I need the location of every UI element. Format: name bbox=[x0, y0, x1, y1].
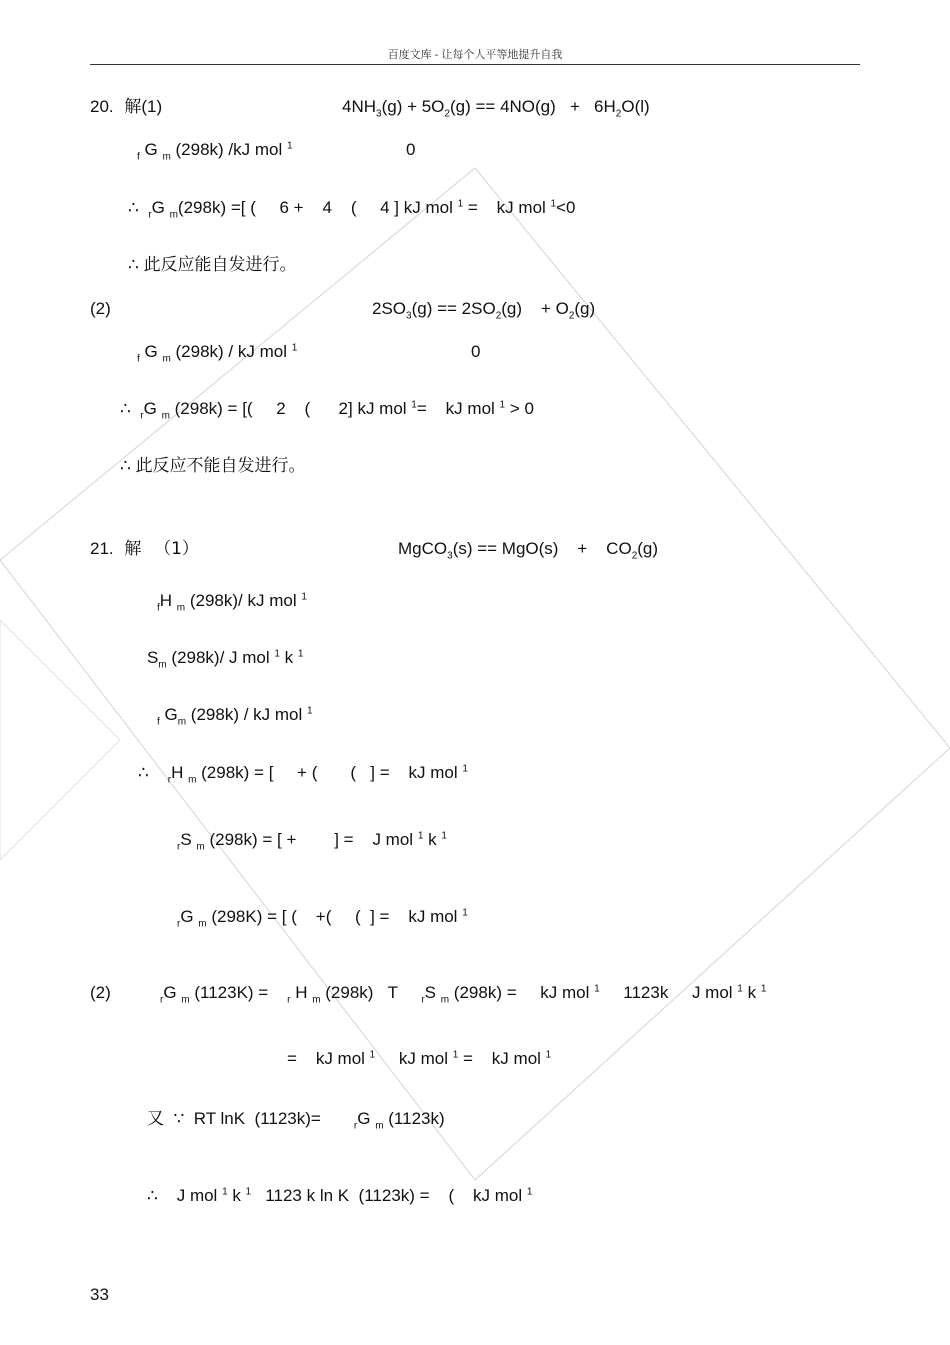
q20-conclusion-1: ∴ 此反应能自发进行。 bbox=[128, 255, 297, 275]
q21-part1-label: （1） bbox=[154, 539, 199, 559]
q21-dfH-label: $_f$H $_m$ (298k)/ kJ mol $^1$ bbox=[157, 591, 307, 614]
q21-heading bbox=[90, 540, 199, 558]
q20-zero-2: 0 bbox=[471, 342, 481, 361]
q20-dfG-label-1: $_f$ G $_m$ (298k) /kJ mol $^1$ bbox=[137, 140, 293, 163]
q21-lnk-calc: ∴ J mol $^1$ k $^1$ 1123 k ln K (1123k) = ( kJ mol $^1$ bbox=[147, 1186, 533, 1205]
q21-number: 21. bbox=[90, 539, 114, 558]
q20-zero-1: 0 bbox=[406, 140, 416, 159]
q20-jie: 解 bbox=[124, 97, 142, 117]
q20-conclusion-2: ∴ 此反应不能自发进行。 bbox=[120, 456, 306, 476]
q21-jie: 解 bbox=[124, 539, 142, 559]
q20-reaction1: $4NH_3(g) + 5O_2(g) == 4NO(g) + 6H_2O(l)$ bbox=[342, 97, 650, 120]
q20-reaction2: $2SO_3(g) == 2SO_2(g)$ + $O_2(g)$ bbox=[372, 299, 596, 322]
q20-number: 20. bbox=[90, 97, 114, 116]
q20-part1-label: (1) bbox=[141, 97, 163, 116]
q21-drG-1123-result: = kJ mol $^1$ kJ mol $^1$ = kJ mol $^1$ bbox=[287, 1049, 552, 1068]
q21-drG-1123-calc: $_r$G $_m$ (1123K) = $_r$ H $_m$ (298k) T $_r$S $_m$ (298k) = kJ mol $^1$ 1123k J mol $^1$ k $^1$ bbox=[160, 983, 767, 1006]
q20-heading bbox=[90, 98, 162, 116]
q20-part2-label: (2) bbox=[90, 299, 111, 318]
q21-drG-calc: $_r$G $_m$ (298K) = [ ( +( ( ] = kJ mol $^1$ bbox=[177, 907, 468, 930]
page-number: 33 bbox=[90, 1285, 109, 1304]
q21-drS-calc: $_r$S $_m$ (298k) = [ + ] = J mol $^1$ k $^1$ bbox=[177, 830, 447, 853]
q20-dfG-label-2: $_f$ G $_m$ (298k) / kJ mol $^1$ bbox=[137, 342, 298, 365]
q21-rtlnk-relation: 又 ∵ RT lnK (1123k)= $_r$G $_m$ (1123k) bbox=[147, 1109, 445, 1132]
q21-drH-calc: ∴ $_r$H $_m$ (298k) = [ + ( ( ] = kJ mol $^1$ bbox=[138, 763, 468, 786]
q21-reaction: MgCO$_3$(s) == MgO(s) + $CO_2(g)$ bbox=[398, 539, 659, 562]
q21-S-label: $S_m$ (298k)/ J mol $^1$ k $^1$ bbox=[147, 648, 304, 671]
q20-calc-2: ∴ $_r$G $_m$ (298k) = [( 2 ( 2] kJ mol $^1$= kJ mol $^1$ > 0 bbox=[120, 399, 534, 422]
q20-calc-1: ∴ $_r$G $_m$(298k) =[ ( 6 + 4 ( 4 ] kJ mol $^1$ = kJ mol $^1$<0 bbox=[128, 198, 576, 221]
page-header: 百度文库 - 让每个人平等地提升自我 bbox=[387, 49, 563, 61]
q21-part2-label: (2) bbox=[90, 983, 111, 1002]
q21-dfG-label: $_f$ $G_m$ (298k) / kJ mol $^1$ bbox=[157, 705, 313, 728]
